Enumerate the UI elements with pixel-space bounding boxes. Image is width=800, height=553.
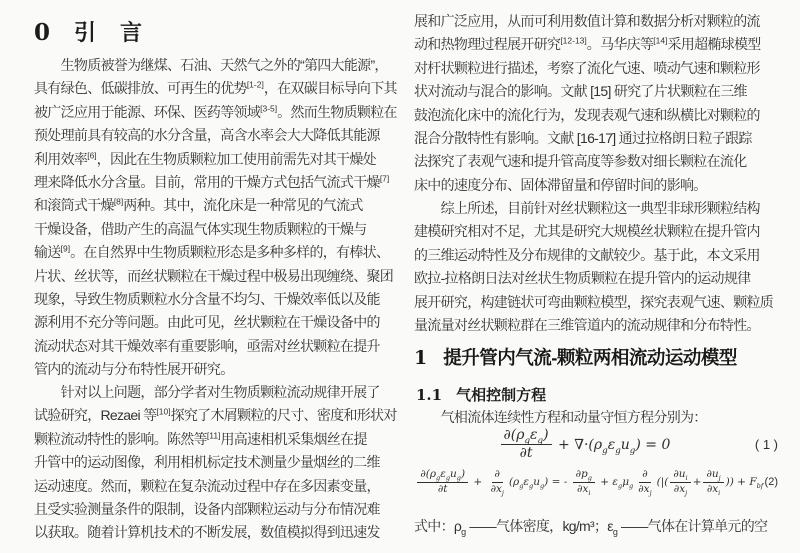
text-line: 生物质被誉为继煤、石油、天然气之外的“第四大能源”， [34,57,388,73]
equation-1 [414,428,778,462]
equation-text: + [470,476,486,489]
paragraph-intro-1 [34,54,397,381]
text-line: 颗粒流动特性的影响。陈然等[11]用高速相机采集烟丝在提 [34,430,367,447]
text-line: 利用效率[6]，因此在生物质颗粒加工使用前需先对其干燥处 [34,149,376,167]
text-line: 欧拉-拉格朗日法对丝状生物质颗粒在提升管内的运动规律 [414,270,751,287]
text-line: 和滚筒式干燥[8]两种。其中，流化床是一种常见的气流式 [34,196,363,214]
section-1-1-number: 1.1 [416,386,443,404]
text-line: 动和热物理过程展开研究[12-13]。马华庆等[14]采用超椭球模型 [414,35,761,53]
text-line: 混合分散特性有影响。文献 [16-17] 通过拉格朗日粒子跟踪 [414,129,752,146]
fraction: $\frac{\partial p_g}{\partial x_i}$ [573,469,595,495]
paragraph-intro-2 [34,381,397,545]
equation-2 [414,469,778,495]
section-1-number: 1 [414,347,428,369]
text-line: 对杆状颗粒进行描述，考察了流化气速、喷动气速和颗粒形 [414,59,760,76]
text-line: 输送[9]。在自然界中生物质颗粒形态是多种多样的，有棒状、 [34,243,390,261]
section-1-1-title: 气相控制方程 [456,387,547,404]
equation-1-label: ( 1 ) [754,437,778,453]
fraction: $\frac{\partial u_i}{\partial x_j}$ [670,469,690,495]
text-line: 具有绿色、低碳排放、可再生的优势[1-2]，在双碳目标导向下其 [34,79,397,97]
section-0-title: 引 言 [74,20,144,45]
text-line: 的三维运动特性及分布规律的文献较少。基于此，本文采用 [414,246,760,263]
equation-text: + $\varepsilon_g\mu_g$ [596,476,634,491]
equation-1-body [414,428,755,462]
text-line: 综上所述，目前针对丝状颗粒这一典型非球形颗粒结构 [414,200,760,216]
equation-text: $(\rho_g\varepsilon_gu_g)$ = - [508,476,571,491]
section-1-1-heading [416,384,546,405]
equation-2-body [414,469,765,495]
right-column [414,0,778,553]
text-line: 展和广泛应用，从而可利用数值计算和数据分析对颗粒的流 [414,13,760,29]
text-line: 现象，导致生物质颗粒水分含量不均匀、干燥效率低以及能 [34,290,380,307]
text-line: 源利用不充分等问题。由此可见，丝状颗粒在干燥设备中的 [34,314,380,331]
text-line: 预处理前具有较高的水分含量，高含水率会大大降低其能源 [34,127,380,144]
text-line: 升管中的运动图像，利用相机标定技术测量少量烟丝的二维 [34,454,380,471]
fraction: $\frac{\partial}{\partial x_j}$ [490,468,504,497]
fraction: $\frac{\partial(\rho_g\varepsilon_g)}{\partial t}$ [501,428,552,462]
equation-text: )) + $F_{bf}$ [725,476,764,491]
text-line: 建模研究相对不足，尤其是研究大规模丝状颗粒在提升管内 [414,223,760,240]
text-line: 且受实验测量条件的限制，设备内部颗粒运动与分布情况难 [34,500,380,517]
equation-2-label: (2) [764,476,778,489]
equation-intro-line: 气相流体连续性方程和动量守恒方程分别为： [414,409,707,425]
section-1-heading [414,344,737,370]
section-0-number: 0 [34,19,51,46]
where-clause-line: 式中：$\rho_g$ ——气体密度，kg/m³；$\varepsilon_g$ ——气体在计算单元的空 [414,518,768,537]
equation-text: (|( [656,476,669,489]
text-line: 片状、丝状等，而丝状颗粒在干燥过程中极易出现缠绕、聚团 [34,267,394,284]
text-line: 法探究了表观气速和提升管高度等参数对细长颗粒在流化 [414,153,747,170]
section-1-title: 提升管内气流-颗粒两相流动运动模型 [443,347,737,368]
text-line: 流动状态对其干燥效率有重要影响，亟需对丝状颗粒在提升 [34,337,380,354]
text-line: 管内的流动与分布特性展开研究。 [34,361,234,378]
text-line: 状对流动与混合的影响。文献 [15] 研究了片状颗粒在三维 [414,83,747,100]
fraction: $\frac{\partial(\rho_g\varepsilon_gu_g)}{\partial t}$ [417,469,468,495]
text-line: 展开研究，构建链状可弯曲颗粒模型，探究表观气速、颗粒质 [414,293,774,310]
equation-text: + [692,476,702,489]
text-line: 量流量对丝状颗粒群在三维管道内的流动规律和分布特性。 [414,316,760,333]
text-line: 以获取。随着计算机技术的不断发展，数值模拟得到迅速发 [34,524,380,541]
fraction: $\frac{\partial}{\partial x_j}$ [638,468,652,497]
text-line: 理来降低水分含量。目前，常用的干燥方式包括气流式干燥[7] [34,173,390,190]
text-line: 运动速度。然而，颗粒在复杂流动过程中存在多因素变量， [34,477,380,494]
equation-text: + $\nabla\cdot(\rho_g\varepsilon_gu_g) = 0$ [553,436,671,456]
text-line: 床中的速度分布、固体滞留量和停留时间的影响。 [414,176,707,193]
paragraph-summary [414,197,778,337]
left-column [34,0,397,553]
paragraph-intro-3 [414,10,778,197]
text-line: 鼓泡流化床中的流化行为，发现表观气速和纵横比对颗粒的 [414,106,760,123]
fraction: $\frac{\partial u_j}{\partial x_i}$ [703,469,723,495]
text-line: 试验研究，Rezaei 等[10]探究了木屑颗粒的尺寸、密度和形状对 [34,406,397,424]
text-line: 被广泛应用于能源、环保、医药等领域[3-5]。然而生物质颗粒在 [34,103,397,120]
text-line: 干燥设备，借助产生的高温气体实现生物质颗粒的干燥与 [34,220,367,237]
section-0-heading [34,16,143,47]
text-line: 针对以上问题，部分学者对生物质颗粒流动规律开展了 [34,384,380,400]
